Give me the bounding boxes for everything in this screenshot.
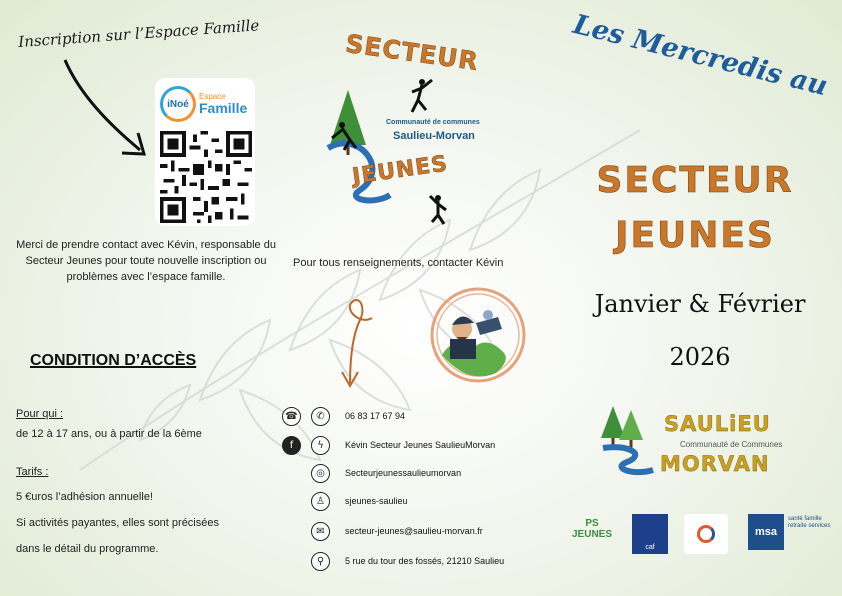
inoe-logo-mark: iNoé [160,86,196,122]
contact-address: 5 rue du tour des fossés, 21210 Saulieu [345,556,505,566]
tarifs-label: Tarifs : [16,466,49,478]
kevin-avatar [428,285,528,385]
logo-jeunes-text: JEUNES [350,151,450,190]
contact-row-email [282,520,552,542]
qr-code-icon[interactable] [160,131,252,223]
location-icon[interactable]: ⚲ [311,552,330,571]
arrow-icon [60,55,155,165]
year-text: 2026 [669,343,731,371]
contact-instagram[interactable]: Secteurjeunessaulieumorvan [345,468,462,478]
ps-jeunes-logo: PS JEUNES [571,518,612,540]
tarif-line-3: dans le détail du programme. [16,543,159,555]
pour-qui-label: Pour qui : [16,408,64,420]
contact-email[interactable]: secteur-jeunes@saulieu-morvan.fr [345,526,483,536]
snapchat-icon[interactable]: ♙ [311,492,330,511]
logo-secteur-text: SECTEUR [343,28,481,77]
famille-label: Famille [199,100,248,116]
contact-row-instagram [282,462,552,484]
phone-icon[interactable]: ☎ [282,407,301,426]
brand-saulieu: SAULiEU [664,412,771,436]
contact-row-phone [282,405,552,427]
contact-phone[interactable]: 06 83 17 67 94 [345,411,406,421]
contact-facebook[interactable]: Kévin Secteur Jeunes SaulieuMorvan [345,440,496,450]
caf-logo: caf [632,514,668,554]
logo-cc-label: Communauté de communes [386,119,480,126]
contact-row-snapchat [282,490,552,512]
email-icon[interactable]: ✉ [311,522,330,541]
espace-famille-logo [160,82,252,126]
contact-row-location [282,550,552,572]
facebook-icon[interactable]: f [282,436,301,455]
conseil-general-logo [684,514,728,554]
contact-row-facebook [282,434,552,456]
main-title-jeunes: JEUNES [615,215,775,256]
saulieu-morvan-logo [597,398,657,478]
instagram-icon[interactable]: ◎ [311,464,330,483]
contact-message: Merci de prendre contact avec Kévin, responsable du Secteur Jeunes pour toute nouvelle inscription ou problèmes avec l’espace famille. [16,239,276,283]
main-title-secteur: SECTEUR [596,160,794,201]
renseignements-text: Pour tous renseignements, contacter Kévin [293,257,504,269]
messenger-icon[interactable]: ϟ [311,436,330,455]
espace-label: Espace [199,92,226,101]
les-mercredis-title: Les Mercredis au [570,9,831,103]
msa-tagline: santé famille retraite services [788,516,831,529]
brand-cc-label: Communauté de Communes [680,440,783,449]
swirl-arrow-icon [330,290,380,390]
period-text: Janvier & Février [594,290,806,318]
msa-logo: msa [748,514,784,550]
logo-cc-name: Saulieu-Morvan [393,130,475,142]
pour-qui-value: de 12 à 17 ans, ou à partir de la 6ème [16,428,202,440]
tarif-line-1: 5 €uros l’adhésion annuelle! [16,491,153,503]
cg-mark-icon [697,525,715,543]
whatsapp-icon[interactable]: ✆ [311,407,330,426]
contact-snapchat[interactable]: sjeunes-saulieu [345,496,408,506]
inscription-title: Inscription sur l’Espace Famille [17,16,260,52]
tarif-line-2: Si activités payantes, elles sont précisées [16,517,219,529]
conditions-title: CONDITION D’ACCÈS [30,352,197,369]
brand-morvan: MORVAN [660,452,770,476]
